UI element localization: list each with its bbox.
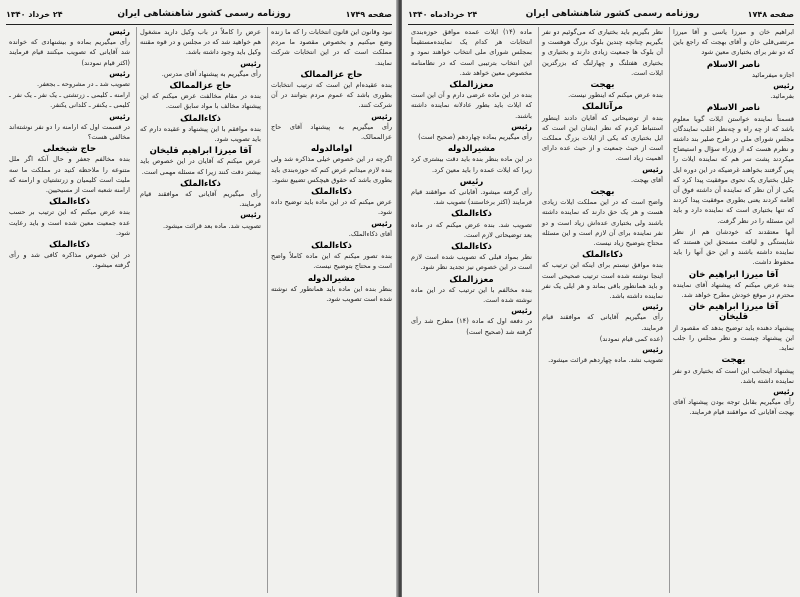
speaker-heading: بهجت <box>721 355 746 366</box>
paragraph: قسمتاً نماینده خواستن ایلات گویا معلوم باشد که از چه راه و چه‌نظر اغلب نمایندگان مجلس شورای ملی در طرح صلیر بند داشته و نظرم هست که از وزراء سؤال و استیضاح میکردند پشت سر هم که نماینده ایلات را پس گرفتند بخواهند غرضیکه در این دوره ایل جلیل بختیاری یک نحوی موفقیت پیدا کرد که یکی از آن نظر که نماینده آن داشته فوق آن اقامه کردند یعنی بطوری موفقیت پیدا کردند که تنها بختیاری است که نماینده دارد و باید این مسئله را در نظر گرفت. <box>673 114 794 225</box>
speaker-heading: حاج شیخعلی <box>42 144 97 155</box>
paragraph: پیشنهاد دهنده باید توضیح بدهد که مقصود از این پیشنهاد چیست و نظر مجلس را جلب نماید. <box>673 323 794 353</box>
paragraph: بنده عرض میکنم که این ترتیب بر حسب عده جمعیت معین شده است و باید رعایت شود. <box>9 208 130 237</box>
paragraph: رأی میگیریم بماده و بیشنهادی که خوانده شد آقایانی که تصویب میکنند قیام فرمایند (اکثر قیام نمودند) <box>9 38 130 67</box>
paragraph: بنده عقیده‌ام این است که ترتیب انتخابات بطوری باشد که عموم مردم بتوانند در آن شرکت کنند. <box>271 81 392 110</box>
paragraph: بنده عرض میکنم که اینطور نیست. <box>568 91 663 100</box>
speaker-heading: معززالملک <box>449 274 494 285</box>
paragraph: ابراهیم خان و میرزا یاسی و آقا میرزا مرتضی‌قلی خان و آقای بهجت که راجع باین که دو نفر برای بختیاری معین شود <box>673 28 794 57</box>
speaker-heading: اوامالدوله <box>310 144 353 155</box>
speaker-label: رئیس <box>240 210 261 220</box>
speaker-heading: ناصر الاسلام <box>706 103 761 114</box>
text-column <box>408 27 532 593</box>
speaker-heading: مشیرالدوله <box>307 273 356 284</box>
speaker-heading: آقا میرزا ابراهیم خان <box>688 269 779 280</box>
speaker-heading: بهجت <box>590 187 615 198</box>
paragraph: نظر بمواد قبلی که تصویب شده است لازم است در این خصوص نیز تجدید نظر شود. <box>411 253 532 272</box>
speaker-label: رئیس <box>642 302 663 312</box>
paragraph: بنده مخالفم با این ترتیب که در این ماده نوشته شده است. <box>411 285 532 305</box>
speaker-heading: مرآتالملک <box>582 102 623 113</box>
paragraph: عرض میکنم که آقایان در این خصوص باید بیشتر دقت کنند زیرا که مسئله مهمی است. <box>140 157 261 176</box>
paragraph: رأی میگیریم به پیشنهاد آقای مدرس. <box>161 69 261 78</box>
paragraph: بنده موافقم با این پیشنهاد و عقیده دارم که باید تصویب شود. <box>140 124 261 144</box>
paragraph: در دفعه اول که ماده (۱۴) مطرح شد رأی گرفته شد (صحیح است) <box>411 317 532 336</box>
paragraph: آقای ذکاءالملک. <box>348 229 392 238</box>
speaker-heading: حاج عزالممالک <box>169 81 232 92</box>
paragraph: نبود وقانون این قانون انتخابات را که ما زنده وضع میکنیم و بخصوص مقصود ما مردم مملکت است که در این انتخابات شرکت نمایند. <box>271 28 392 67</box>
speaker-heading: ناصر الاسلام <box>706 59 761 70</box>
paragraph: (عده کمی قیام نمودند) <box>599 334 663 343</box>
paragraph: ماده (۱۴) ایلات عمده موافق حوزه‌بندی انتخابات هر کدام یک نماینده‌مستقیماً بمجلس شورای ملی انتخاب خواهند نمود و این انتخاب بترتیبی است که در نظامنامه مخصوص معین خواهد شد. <box>411 28 532 77</box>
paragraph: تصویب نشد. ماده چهاردهم قرائت میشود. <box>548 356 663 365</box>
paragraph: بفرمائید. <box>770 92 794 101</box>
text-column <box>669 27 794 593</box>
speaker-label: رئیس <box>371 218 392 228</box>
columns <box>408 27 794 593</box>
paragraph: آنها معتقدند که خودشان هم از نظر شایستگی و لیاقت مستحق این هستند که نماینده داشته باشند و این حق آنها را باید محفوظ داشت. <box>673 227 794 267</box>
paragraph: تصویب شد. بنده عرض میکنم که در ماده بعد توضیحاتی لازم است. <box>411 220 532 239</box>
speaker-heading: ذکاءالملک <box>180 113 221 124</box>
speaker-heading: بهجت <box>590 80 615 91</box>
speaker-label: رئیس <box>773 81 794 91</box>
speaker-heading: ذکاءالملک <box>49 240 90 251</box>
speaker-label: رئیس <box>642 345 663 355</box>
paragraph: رأی میگیریم آقایانی که موافقند قیام فرمایند. <box>542 313 663 332</box>
newspaper-title: روزنامه رسمی کشور شاهنشاهی ایران <box>117 9 291 19</box>
speaker-label: رئیس <box>109 111 130 121</box>
paragraph: در این ماده بنظر بنده باید دقت بیشتری کرد زیرا که ایلات عمده را باید معین کرد. <box>411 155 532 174</box>
issue-date: ۲۴ خرداد ۱۳۴۰ <box>6 9 63 19</box>
paragraph: بنده موافق نیستم برای اینکه این ترتیب که اینجا نوشته شده است ترتیب صحیحی است و باید همانطور باقی بماند و هر ایلی یک نفر نماینده داشته باشد. <box>542 261 663 301</box>
columns <box>6 27 392 593</box>
paragraph: بنده تصور میکنم که این ماده کاملاً واضح است و محتاج بتوضیح نیست. <box>271 252 392 271</box>
speaker-heading: ذکاءالملک <box>311 187 352 198</box>
speaker-heading: معززالملک <box>449 80 494 91</box>
text-column <box>267 27 392 593</box>
speaker-heading: ذکاءالملک <box>582 250 623 261</box>
paragraph: رأی میگیریم به پیشنهاد آقای حاج عزالممالک. <box>271 122 392 142</box>
paragraph: تصویب شد ـ در مشروحه ـ بجعفر. <box>36 80 130 89</box>
speaker-label: رئیس <box>511 121 532 131</box>
speaker-heading: ذکاءالملک <box>451 209 492 220</box>
paragraph: بنده در مقام مخالفت عرض میکنم که این پیشنهاد مخالف با مواد سابق است. <box>140 92 261 111</box>
issue-date: ۲۴ خردادماه ۱۳۴۰ <box>408 9 478 19</box>
paragraph: عرض میکنم که در این ماده باید توضیح داده شود. <box>271 198 392 217</box>
page-header <box>6 6 392 25</box>
paragraph: رأی گرفته میشود. آقایانی که موافقند قیام فرمایند (اکثر برخاستند) تصویب شد. <box>411 188 532 207</box>
paragraph: ارامنه ـ کلیمی ـ زرتشتی ـ یک نفر ـ یک نفر ـ کلیمی ـ یکنفر ـ کلدانی یکنفر. <box>9 91 130 110</box>
speaker-heading: ذکاءالملک <box>180 178 221 189</box>
speaker-label: رئیس <box>371 111 392 121</box>
paragraph: آقای بهجت. <box>631 175 663 184</box>
speaker-heading: آقا میرزا ابراهیم قلیخان <box>149 146 252 157</box>
right-page <box>402 0 800 597</box>
speaker-heading: رئیس <box>459 176 484 187</box>
left-page <box>0 0 398 597</box>
speaker-label: رئیس <box>240 58 261 68</box>
speaker-heading: آقا میرزا ابراهیم خان قلیخان <box>688 302 779 323</box>
paragraph: بنده از توضیحاتی که آقایان دادند اینطور استنباط کردم که نظر ایشان این است که ایل بختیاری که یکی از ایلات بزرگ مملکت است از حیث جمعیت و از حیث عده دارای اهمیت زیاد است. <box>542 113 663 163</box>
text-column <box>538 27 663 593</box>
newspaper-title: روزنامه رسمی کشور شاهنشاهی ایران <box>525 9 700 19</box>
speaker-heading: ذکاءالملک <box>49 197 90 208</box>
speaker-heading: ذکاءالملک <box>451 242 492 253</box>
paragraph: بنده مخالفم جعفر و حال آنکه اگر ملل متنوعه را ملاحظه کنید در مملکت ما سه ملیت است کلیمیان و زرتشتیان و ارامنه که ارامنه شعبه است از مسیحیین. <box>9 155 130 195</box>
paragraph: در این خصوص مذاکره کافی شد و رأی گرفته میشود. <box>9 251 130 270</box>
paragraph: در قسمت اول که ارامنه را دو نفر نوشته‌اند مخالفی هست؟ <box>9 122 130 142</box>
page-number: صفحه ۱۷۴۹ <box>345 9 392 19</box>
speaker-heading: ذکاءالملک <box>311 241 352 252</box>
paragraph: اگرچه در این خصوص خیلی مذاکره شد ولی بنده لازم میدانم عرض کنم که حوزه‌بندی باید بطوری باشد که حقوق هیچکس تضییع نشود. <box>271 155 392 184</box>
paragraph: رأی میگیریم بماده چهاردهم (صحیح است) <box>418 133 532 142</box>
paragraph: نظر بگیریم باید بختیاری که می‌گوئیم دو نفر بگیریم چنانچه چندین بلوک بزرگ هوهست و آن بلوک ها جمعیت زیادی دارند و بختیاری و بختیاری هفتلنگ و چهارلنگ که بزرگترین ایلات است. <box>542 28 663 77</box>
paragraph: عرض را کاملاً در باب وکیل دارید مشغول هم خواهید شد که در مجلس و در قوه مقننه وکیل باید وجود داشته باشد. <box>140 28 261 57</box>
page-header <box>408 6 794 25</box>
speaker-label: رئیس <box>642 164 663 174</box>
paragraph: بنده در این ماده عرضی دارم و آن این است که ایلات باید بطور عادلانه نماینده داشته باشند. <box>411 91 532 120</box>
paragraph: تصویب شد. ماده بعد قرائت میشود. <box>162 221 261 230</box>
speaker-heading: مشیرالدوله <box>447 144 496 155</box>
speaker-heading: حاج عزالممالک <box>300 69 363 80</box>
speaker-label: رئیس <box>109 27 130 36</box>
paragraph: واضح است که در این مملکت ایلات زیادی هست و هر یک حق دارند که نماینده داشته باشند ولی بختیاری عده‌اش زیاد است و دو نفر نماینده برای آن لازم است و این مسئله محتاج بتوضیح زیاد نیست. <box>542 198 663 248</box>
paragraph: رأی میگیریم آقایانی که موافقند قیام فرمایند. <box>140 190 261 209</box>
speaker-label: رئیس <box>511 306 532 316</box>
page-number: صفحه ۱۷۴۸ <box>747 9 794 19</box>
paragraph: اجازه میفرمائید <box>752 70 794 79</box>
text-column <box>136 27 261 593</box>
speaker-label: رئیس <box>773 386 794 396</box>
paragraph: بنده عرض میکنم که پیشنهاد آقای نماینده محترم در موقع خودش مطرح خواهد شد. <box>673 280 794 300</box>
text-column <box>6 27 130 593</box>
paragraph: رأی میگیریم بقابل توجه بودن پیشنهاد آقای بهجت آقایانی که موافقند قیام فرمایند. <box>673 398 794 417</box>
paragraph: بنظر بنده این ماده باید همانطور که نوشته شده است تصویب شود. <box>271 284 392 304</box>
paragraph: پیشنهاد اینجانب این است که بختیاری دو نفر نماینده داشته باشد. <box>673 366 794 385</box>
speaker-label: رئیس <box>109 68 130 78</box>
